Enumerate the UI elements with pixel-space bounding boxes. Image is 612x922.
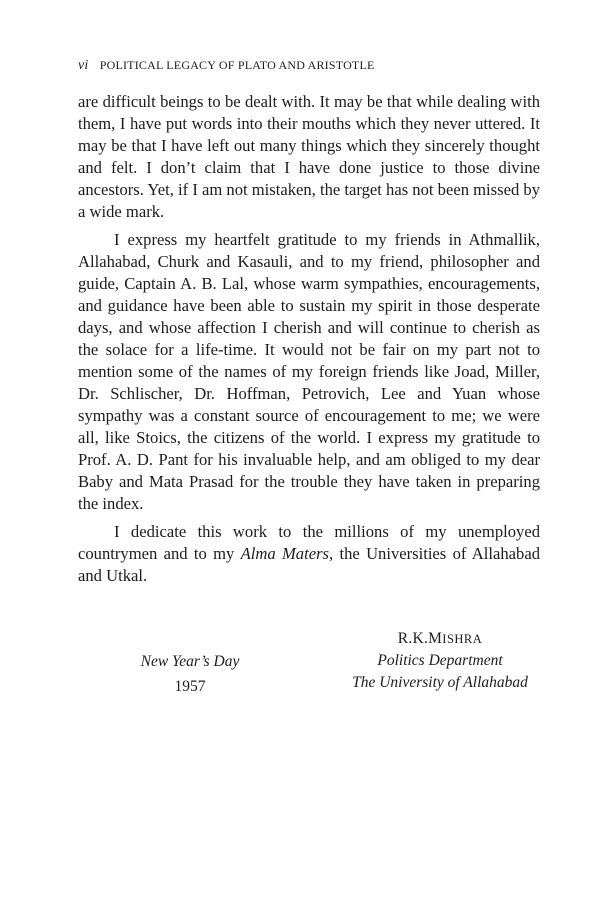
running-header: [78, 58, 375, 74]
page-number: vi: [78, 58, 89, 73]
author-name-initials: R.K.M: [397, 630, 443, 647]
paragraph-1: are difficult beings to be dealt with. It may be that while dealing with them, I have put words into their mouths which they never uttered. It may be that I have left out many things which they sincerely thought and felt. I don’t claim that I have done justice to those divine ancestors. Yet, if I am not mistaken, the target has not been missed by a wide mark.: [78, 92, 540, 221]
paragraph-3-end: , the Universities of Allahabad and Utkal.: [78, 544, 541, 585]
author-name: [340, 628, 540, 650]
university: The University of Allahabad: [352, 674, 528, 691]
department: Politics Department: [377, 652, 503, 669]
paragraph-3-start: I dedicate this work to the millions of my unemployed countrymen and to my: [78, 522, 540, 563]
signature-block: [340, 628, 540, 694]
body-text: [78, 91, 540, 587]
year: 1957: [174, 678, 206, 695]
paragraph-3: [78, 521, 540, 587]
alma-maters-italic: Alma Maters: [240, 544, 329, 563]
date-label: New Year’s Day: [140, 653, 240, 670]
running-title: POLITICAL LEGACY OF PLATO AND ARISTOTLE: [99, 58, 375, 72]
dateline: [130, 649, 250, 699]
paragraph-2: I express my heartfelt gratitude to my friends in Athmallik, Allahabad, Churk and Kasauli, and to my friend, philosopher and guide, Captain A. B. Lal, whose warm sympathies, encouragements, and guidance have been able to sustain my spirit in those desperate days, and whose affection I cherish and will continue to cherish as the solace for a life-time. It would not be fair on my part not to mention some of the names of my foreign friends like Joad, Miller, Dr. Schlischer, Dr. Hoffman, Petrovich, Lee and Yuan whose sympathy was a constant source of encouragement to me; we were all, like Stoics, the citizens of the world. I express my gratitude to Prof. A. D. Pant for his invaluable help, and am obliged to my dear Baby and Mata Prasad for the trouble they have taken in preparing the index.: [78, 230, 540, 513]
author-name-smallcaps: ISHRA: [442, 632, 483, 646]
